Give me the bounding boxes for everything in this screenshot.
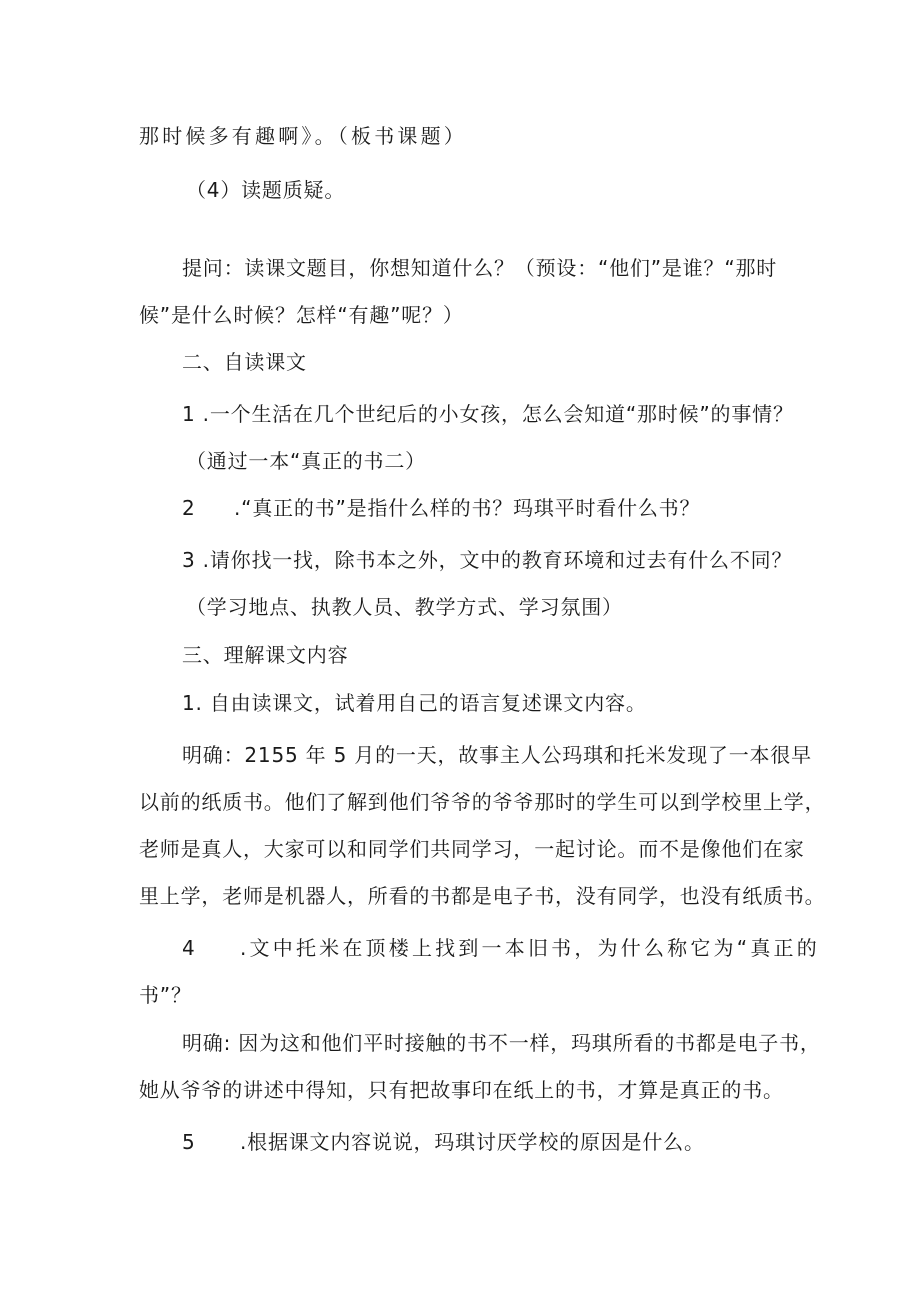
item-text: .文中托米在顶楼上找到一本旧书，为什么称它为“真正的 <box>240 936 820 960</box>
paragraph-line: （学习地点、执教人员、教学方式、学习氛围） <box>186 595 623 619</box>
paragraph-line: 以前的纸质书。他们了解到他们爷爷的爷爷那时的学生可以到学校里上学， <box>139 790 826 814</box>
paragraph-line: 1 .一个生活在几个世纪后的小女孩，怎么会知道“那时候”的事情？ <box>182 402 794 426</box>
section-heading: 三、理解课文内容 <box>182 643 349 667</box>
item-text: .根据课文内容说说，玛琪讨厌学校的原因是什么。 <box>240 1130 705 1154</box>
paragraph-line: 书”？ <box>139 983 192 1007</box>
numbered-item <box>182 934 820 962</box>
paragraph-line: 1. 自由读课文，试着用自己的语言复述课文内容。 <box>182 691 647 715</box>
paragraph-line: 老师是真人，大家可以和同学们共同学习，一起讨论。而不是像他们在家 <box>139 837 805 861</box>
paragraph-line: （4）读题质疑。 <box>186 178 346 202</box>
paragraph-line: 她从爷爷的讲述中得知，只有把故事印在纸上的书，才算是真正的书。 <box>139 1078 784 1102</box>
paragraph-line: 明确: 因为这和他们平时接触的书不一样，玛琪所看的书都是电子书， <box>182 1031 821 1055</box>
paragraph-line: 3 .请你找一找，除书本之外，文中的教育环境和过去有什么不同？ <box>182 548 793 572</box>
paragraph-line: （通过一本“真正的书二） <box>186 449 426 473</box>
paragraph-line: 那时候多有趣啊》。（板书课题） <box>139 124 467 148</box>
numbered-item <box>182 494 700 522</box>
paragraph-line: 里上学，老师是机器人，所看的书都是电子书，没有同学，也没有纸质书。 <box>139 884 826 908</box>
item-number: 4 <box>182 936 198 960</box>
numbered-item <box>182 1128 705 1156</box>
item-number: 2 <box>182 496 196 520</box>
item-number: 5 <box>182 1130 196 1154</box>
paragraph-line: 明确：2155 年 5 月的一天，故事主人公玛琪和托米发现了一本很早 <box>182 743 812 767</box>
paragraph-line: 候”是什么时候？怎样“有趣”呢？） <box>139 303 464 327</box>
paragraph-line: 提问：读课文题目，你想知道什么？（预设：“他们”是谁？“那时 <box>182 256 778 280</box>
item-text: .“真正的书”是指什么样的书？玛琪平时看什么书？ <box>234 496 701 520</box>
section-heading: 二、自读课文 <box>182 350 307 374</box>
